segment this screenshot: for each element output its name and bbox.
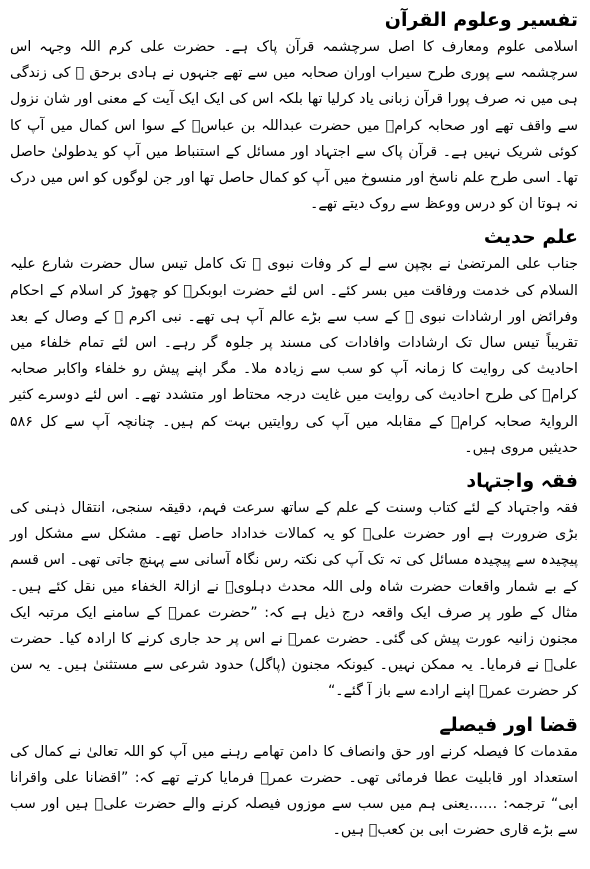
- heading-fiqh-ijtihad: فقہ واجتہاد: [466, 470, 578, 493]
- paragraph-ilm-hadith: جناب علی المرتضیٰ نے بچپن سے لے کر وفات نبوی ﷺ تک کامل تیس سال حضرت شارع علیہ السلام کی خدمت ورفاقت میں بسر کئے۔ اس لئے حضرت ابوبکرؓ کو چھوڑ کر اسلام کے احکام وفرائض اور ارشادات نبوی ﷺ کے سب سے بڑے عالم آپ ہی تھے۔ نبی اکرم ﷺ کے وصال کے بعد تقریباً تیس سال تک ارشادات وافادات کی مسند پر جلوہ گر رہے۔ اس لئے تمام خلفاء میں احادیث کی روایت کا زمانہ آپ کو سب سے زیادہ ملا۔ مگر اپنے پیش رو خلفاء واکابر صحابہ کرامؓ کی طرح احادیث کی روایت میں غایت درجہ محتاط اور متشدد تھے۔ اس لئے دوسرے کثیر الروایۃ صحابہ کرامؓ کے مقابلہ میں آپ کی روایتیں بہت کم ہیں۔ چنانچہ آپ سے کل ۵۸۶ حدیثیں مروی ہیں۔: [10, 256, 578, 456]
- heading-ilm-hadith: علم حدیث: [483, 226, 578, 249]
- paragraph-fiqh-ijtihad: فقہ واجتہاد کے لئے کتاب وسنت کے علم کے ساتھ سرعت فہم، دقیقہ سنجی، انتقال ذہنی کی بڑی ضرورت ہے اور حضرت علیؓ کو یہ کمالات خداداد حاصل تھے۔ مشکل سے مشکل اور پیچیدہ سے پیچیدہ مسائل کی تہ تک آپ کی نکتہ رس نگاہ آسانی سے پہنچ جاتی تھی۔ اس قسم کے بے شمار واقعات حضرت شاہ ولی اللہ محدث دہلویؒ نے ازالۃ الخفاء میں نقل کئے ہیں۔ مثال کے طور پر صرف ایک واقعہ درج ذیل ہے کہ: ”حضرت عمرؓ کے سامنے ایک مرتبہ ایک مجنون زانیہ عورت پیش کی گئی۔ حضرت عمرؓ نے اس پر حد جاری کرنے کا ارادہ کیا۔ حضرت علیؓ نے فرمایا۔ یہ ممکن نہیں۔ کیونکہ مجنون (پاگل) حدود شرعی سے مستثنیٰ ہیں۔ یہ سن کر حضرت عمرؓ اپنے ارادے سے باز آ گئے۔“: [10, 500, 578, 700]
- paragraph-tafsir: اسلامی علوم ومعارف کا اصل سرچشمہ قرآن پاک ہے۔ حضرت علی کرم اللہ وجہہ اس سرچشمہ سے پوری طرح سیراب اوران صحابہ میں سے تھے جنہوں نے ہادی برحق ﷺ کی زندگی ہی میں نہ صرف پورا قرآن زبانی یاد کرلیا تھا بلکہ اس کی ایک ایک آیت کے معنی اور شان نزول سے واقف تھے اور صحابہ کرامؓ میں حضرت عبداللہ بن عباسؓ کے سوا اس کمال میں آپ کا کوئی شریک نہیں ہے۔ قرآن پاک سے اجتہاد اور مسائل کے استنباط میں آپ کو یدطولیٰ حاصل تھا۔ اسی طرح علم ناسخ اور منسوخ میں آپ کو کمال حاصل تھا اور جن لوگوں کو اس میں درک نہ ہوتا ان کو درس ووعظ سے روک دیتے تھے۔: [10, 39, 578, 213]
- heading-tafsir: تفسیر وعلوم القرآن: [384, 9, 578, 31]
- heading-qaza-faislay: قضا اور فیصلے: [439, 713, 578, 736]
- paragraph-qaza-faislay: مقدمات کا فیصلہ کرنے اور حق وانصاف کا دامن تھامے رہنے میں آپ کو اللہ تعالیٰ نے کمال کی استعداد اور قابلیت عطا فرمائی تھی۔ حضرت عمرؓ فرمایا کرتے تھے کہ: ”اقضانا علی واقرانا ابی“ ترجمہ: ……یعنی ہم میں سب سے موزوں فیصلہ کرنے والے حضرت علیؓ ہیں اور سب سے بڑے قاری حضرت ابی بن کعبؓ ہیں۔: [10, 743, 578, 839]
